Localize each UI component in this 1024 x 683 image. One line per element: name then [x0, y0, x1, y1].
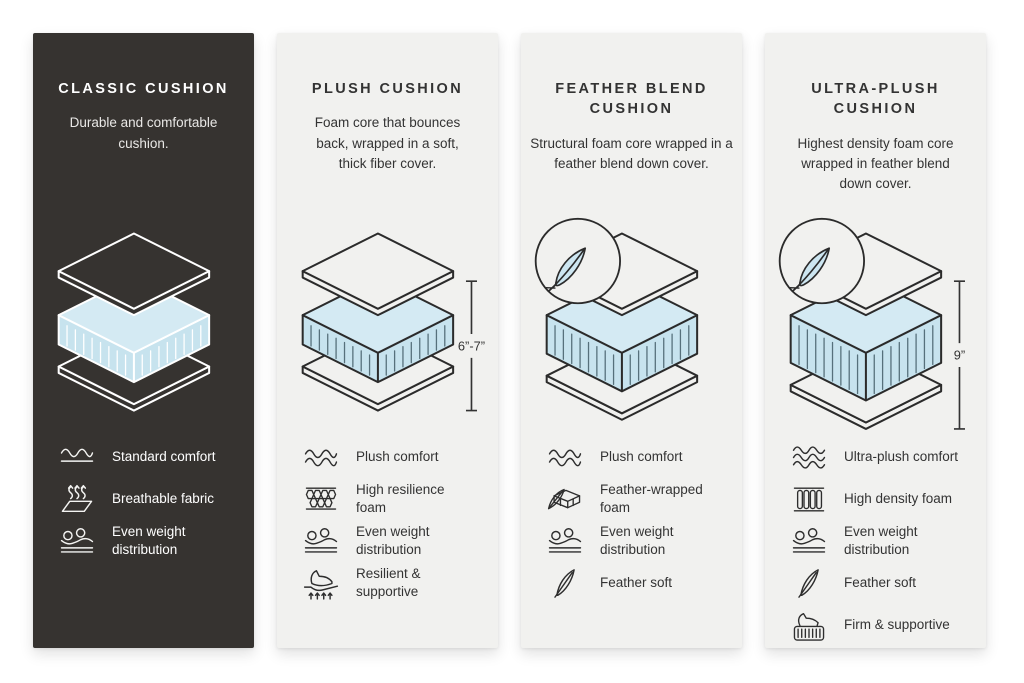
card-header — [521, 33, 742, 217]
feature-label: Even weight distribution — [600, 524, 674, 557]
feature-row — [789, 604, 986, 646]
high-density-foam-icon — [789, 481, 829, 518]
feather-icon — [789, 565, 829, 602]
feature-row — [301, 478, 498, 520]
even-weight-icon — [57, 523, 97, 560]
cushion-layers-illustration — [765, 217, 986, 422]
card-title: PLUSH CUSHION — [311, 81, 464, 97]
honeycomb-foam-icon — [301, 481, 341, 518]
card-classic-cushion — [33, 33, 254, 648]
card-header — [765, 33, 986, 217]
card-ultra-plush-cushion — [765, 33, 986, 648]
feature-row — [545, 520, 742, 562]
feature-row — [57, 520, 254, 562]
feature-label: Even weight distribution — [356, 524, 430, 557]
card-plush-cushion — [277, 33, 498, 648]
feature-label: Even weight distribution — [112, 524, 186, 557]
card-header — [33, 33, 254, 217]
feature-list — [521, 422, 742, 604]
cushion-layers-illustration — [277, 217, 498, 422]
even-weight-icon — [789, 523, 829, 560]
breathable-fabric-icon — [57, 481, 97, 518]
firm-supportive-icon — [789, 607, 829, 644]
card-title: CLASSIC CUSHION — [58, 81, 229, 97]
feature-label: Feather soft — [844, 575, 917, 591]
feature-row — [789, 478, 986, 520]
feature-row — [301, 520, 498, 562]
feature-label: Ultra-plush comfort — [844, 449, 959, 465]
resilient-supportive-icon — [301, 565, 341, 602]
feature-list — [765, 422, 986, 646]
feature-label: Plush comfort — [600, 449, 683, 465]
feature-label: Resilient & supportive — [356, 566, 421, 599]
feature-label: Feather-wrapped foam — [600, 482, 703, 515]
feature-row — [301, 562, 498, 604]
feature-label: Feather soft — [600, 575, 673, 591]
feature-label: Firm & supportive — [844, 617, 950, 633]
card-description: Foam core that bounces back, wrapped in a soft, thick fiber cover. — [314, 115, 461, 171]
feature-list — [277, 422, 498, 604]
card-header — [277, 33, 498, 217]
card-description: Durable and comfortable cushion. — [69, 115, 218, 151]
feather-icon — [545, 565, 585, 602]
exploded-cushion-svg — [532, 217, 732, 446]
feature-label: Standard comfort — [112, 449, 216, 465]
exploded-cushion-svg — [44, 217, 244, 446]
exploded-cushion-svg — [288, 217, 488, 446]
thickness-measurement: 6”-7” — [457, 338, 485, 354]
feature-row — [789, 562, 986, 604]
feature-label: Breathable fabric — [112, 491, 215, 507]
feature-row — [789, 520, 986, 562]
card-title: FEATHER BLEND CUSHION — [555, 81, 708, 118]
even-weight-icon — [545, 523, 585, 560]
feature-label: Plush comfort — [356, 449, 439, 465]
exploded-cushion-svg — [776, 217, 976, 446]
feature-label: High density foam — [844, 491, 953, 507]
card-feather-blend-cushion — [521, 33, 742, 648]
cushion-layers-illustration — [521, 217, 742, 422]
card-description: Highest density foam core wrapped in feather blend down cover. — [797, 135, 954, 192]
card-description: Structural foam core wrapped in a feather blend down cover. — [530, 135, 733, 171]
card-title: ULTRA-PLUSH CUSHION — [811, 81, 940, 118]
feature-row — [57, 478, 254, 520]
feature-label: Even weight distribution — [844, 524, 918, 557]
feature-row — [545, 478, 742, 520]
feature-label: High resilience foam — [356, 482, 445, 515]
cushion-layers-illustration — [33, 217, 254, 422]
feature-row — [545, 562, 742, 604]
feather-wrapped-foam-icon — [545, 481, 585, 518]
thickness-measurement: 9” — [953, 347, 965, 363]
even-weight-icon — [301, 523, 341, 560]
